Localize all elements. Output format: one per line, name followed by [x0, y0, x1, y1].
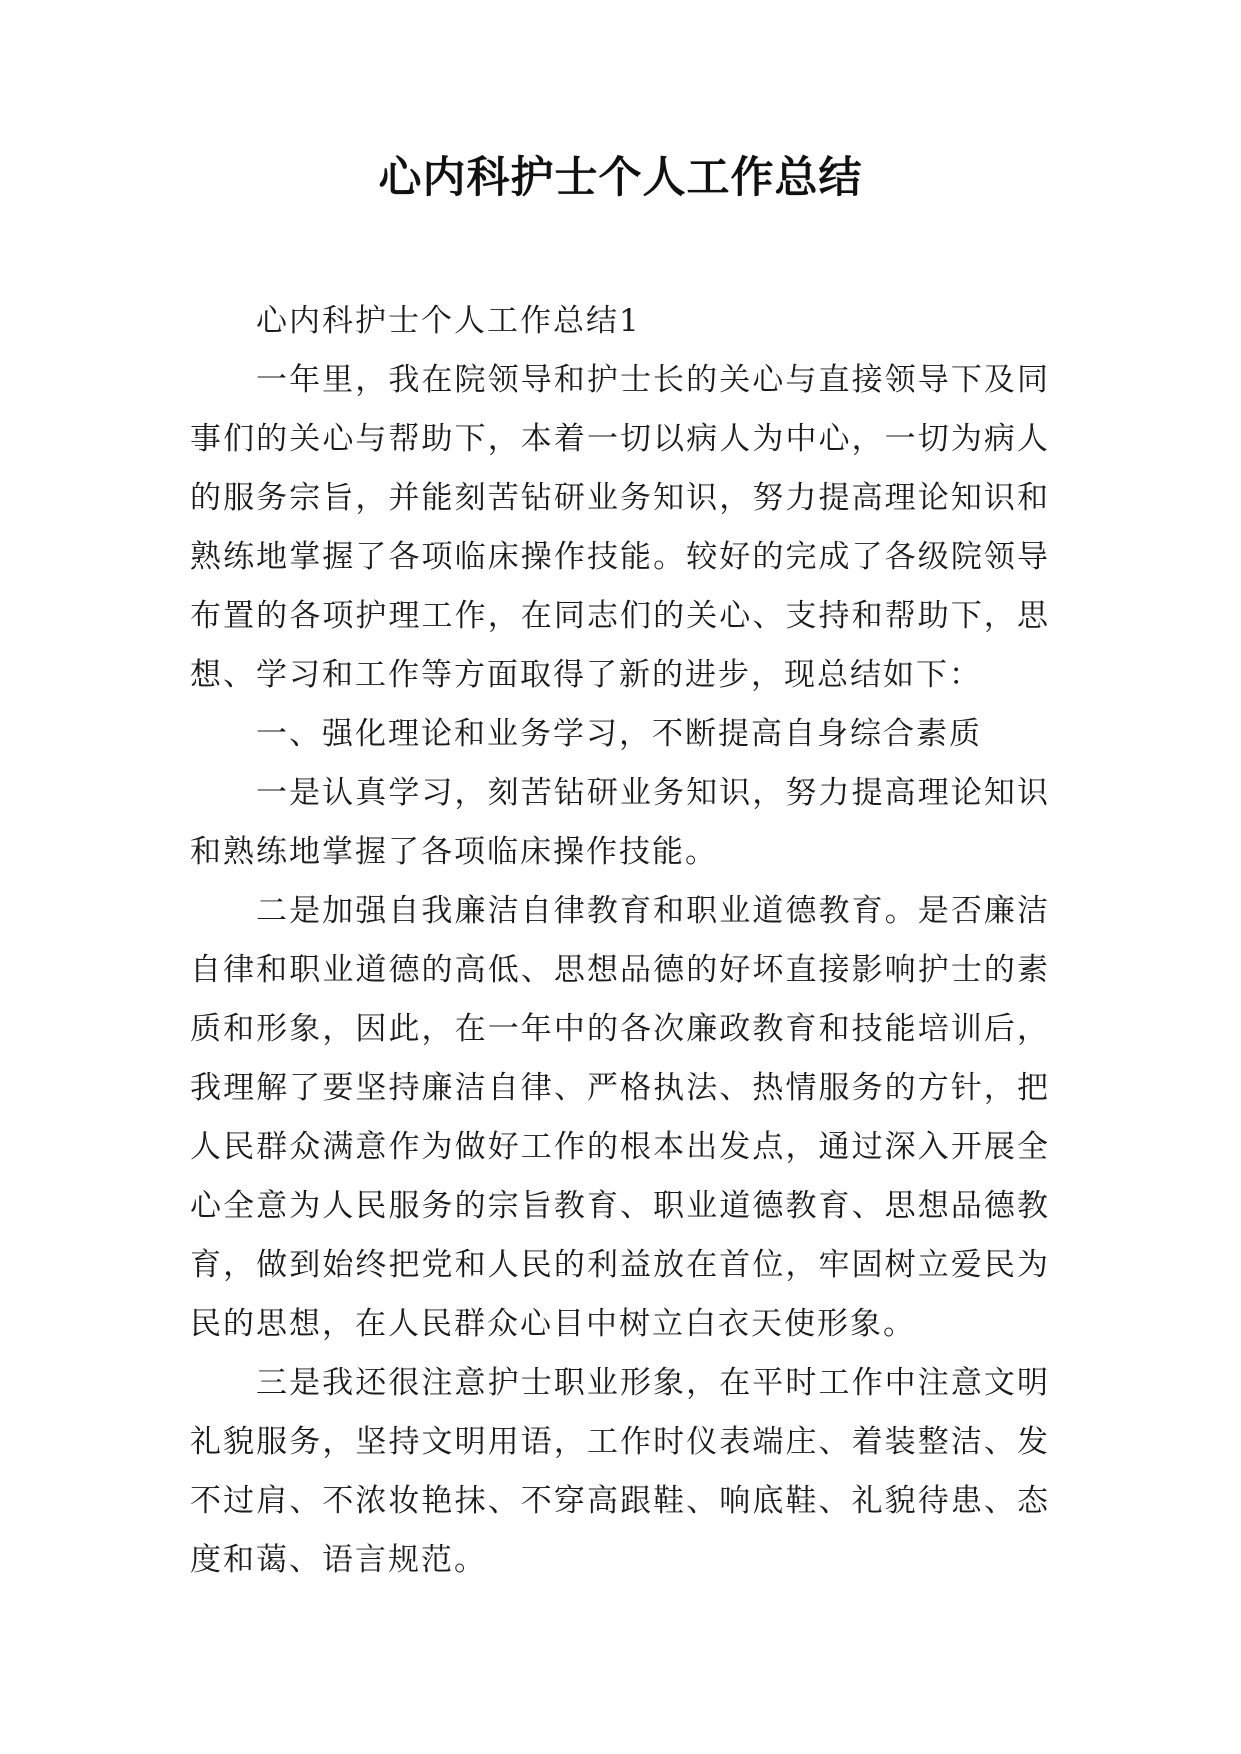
- paragraph-subtitle: 心内科护士个人工作总结1: [256, 303, 641, 339]
- paragraph-intro: 一年里，我在院领导和护士长的关心与直接领导下及同事们的关心与帮助下，本着一切以病人为中心，一切为病人的服务宗旨，并能刻苦钻研业务知识，努力提高理论知识和熟练地掌握了各项临床操作技能。较好的完成了各级院领导布置的各项护理工作，在同志们的关心、支持和帮助下，思想、学习和工作等方面取得了新的进步，现总结如下：: [190, 362, 1050, 693]
- document-title: 心内科护士个人工作总结: [378, 153, 863, 203]
- paragraph-point-two: 二是加强自我廉洁自律教育和职业道德教育。是否廉洁自律和职业道德的高低、思想品德的好坏直接影响护士的素质和形象，因此，在一年中的各次廉政教育和技能培训后，我理解了要坚持廉洁自律、严格执法、热情服务的方针，把人民群众满意作为做好工作的根本出发点，通过深入开展全心全意为人民服务的宗旨教育、职业道德教育、思想品德教育，做到始终把党和人民的利益放在首位，牢固树立爱民为民的思想，在人民群众心目中树立白衣天使形象。: [190, 893, 1050, 1342]
- paragraph-point-one: 一是认真学习，刻苦钻研业务知识，努力提高理论知识和熟练地掌握了各项临床操作技能。: [190, 775, 1050, 870]
- document-body: [190, 292, 1050, 1590]
- section-heading: 一、强化理论和业务学习，不断提高自身综合素质: [256, 716, 982, 752]
- paragraph-point-three: 三是我还很注意护士职业形象，在平时工作中注意文明礼貌服务，坚持文明用语，工作时仪表端庄、着装整洁、发不过肩、不浓妆艳抹、不穿高跟鞋、响底鞋、礼貌待患、态度和蔼、语言规范。: [190, 1365, 1050, 1578]
